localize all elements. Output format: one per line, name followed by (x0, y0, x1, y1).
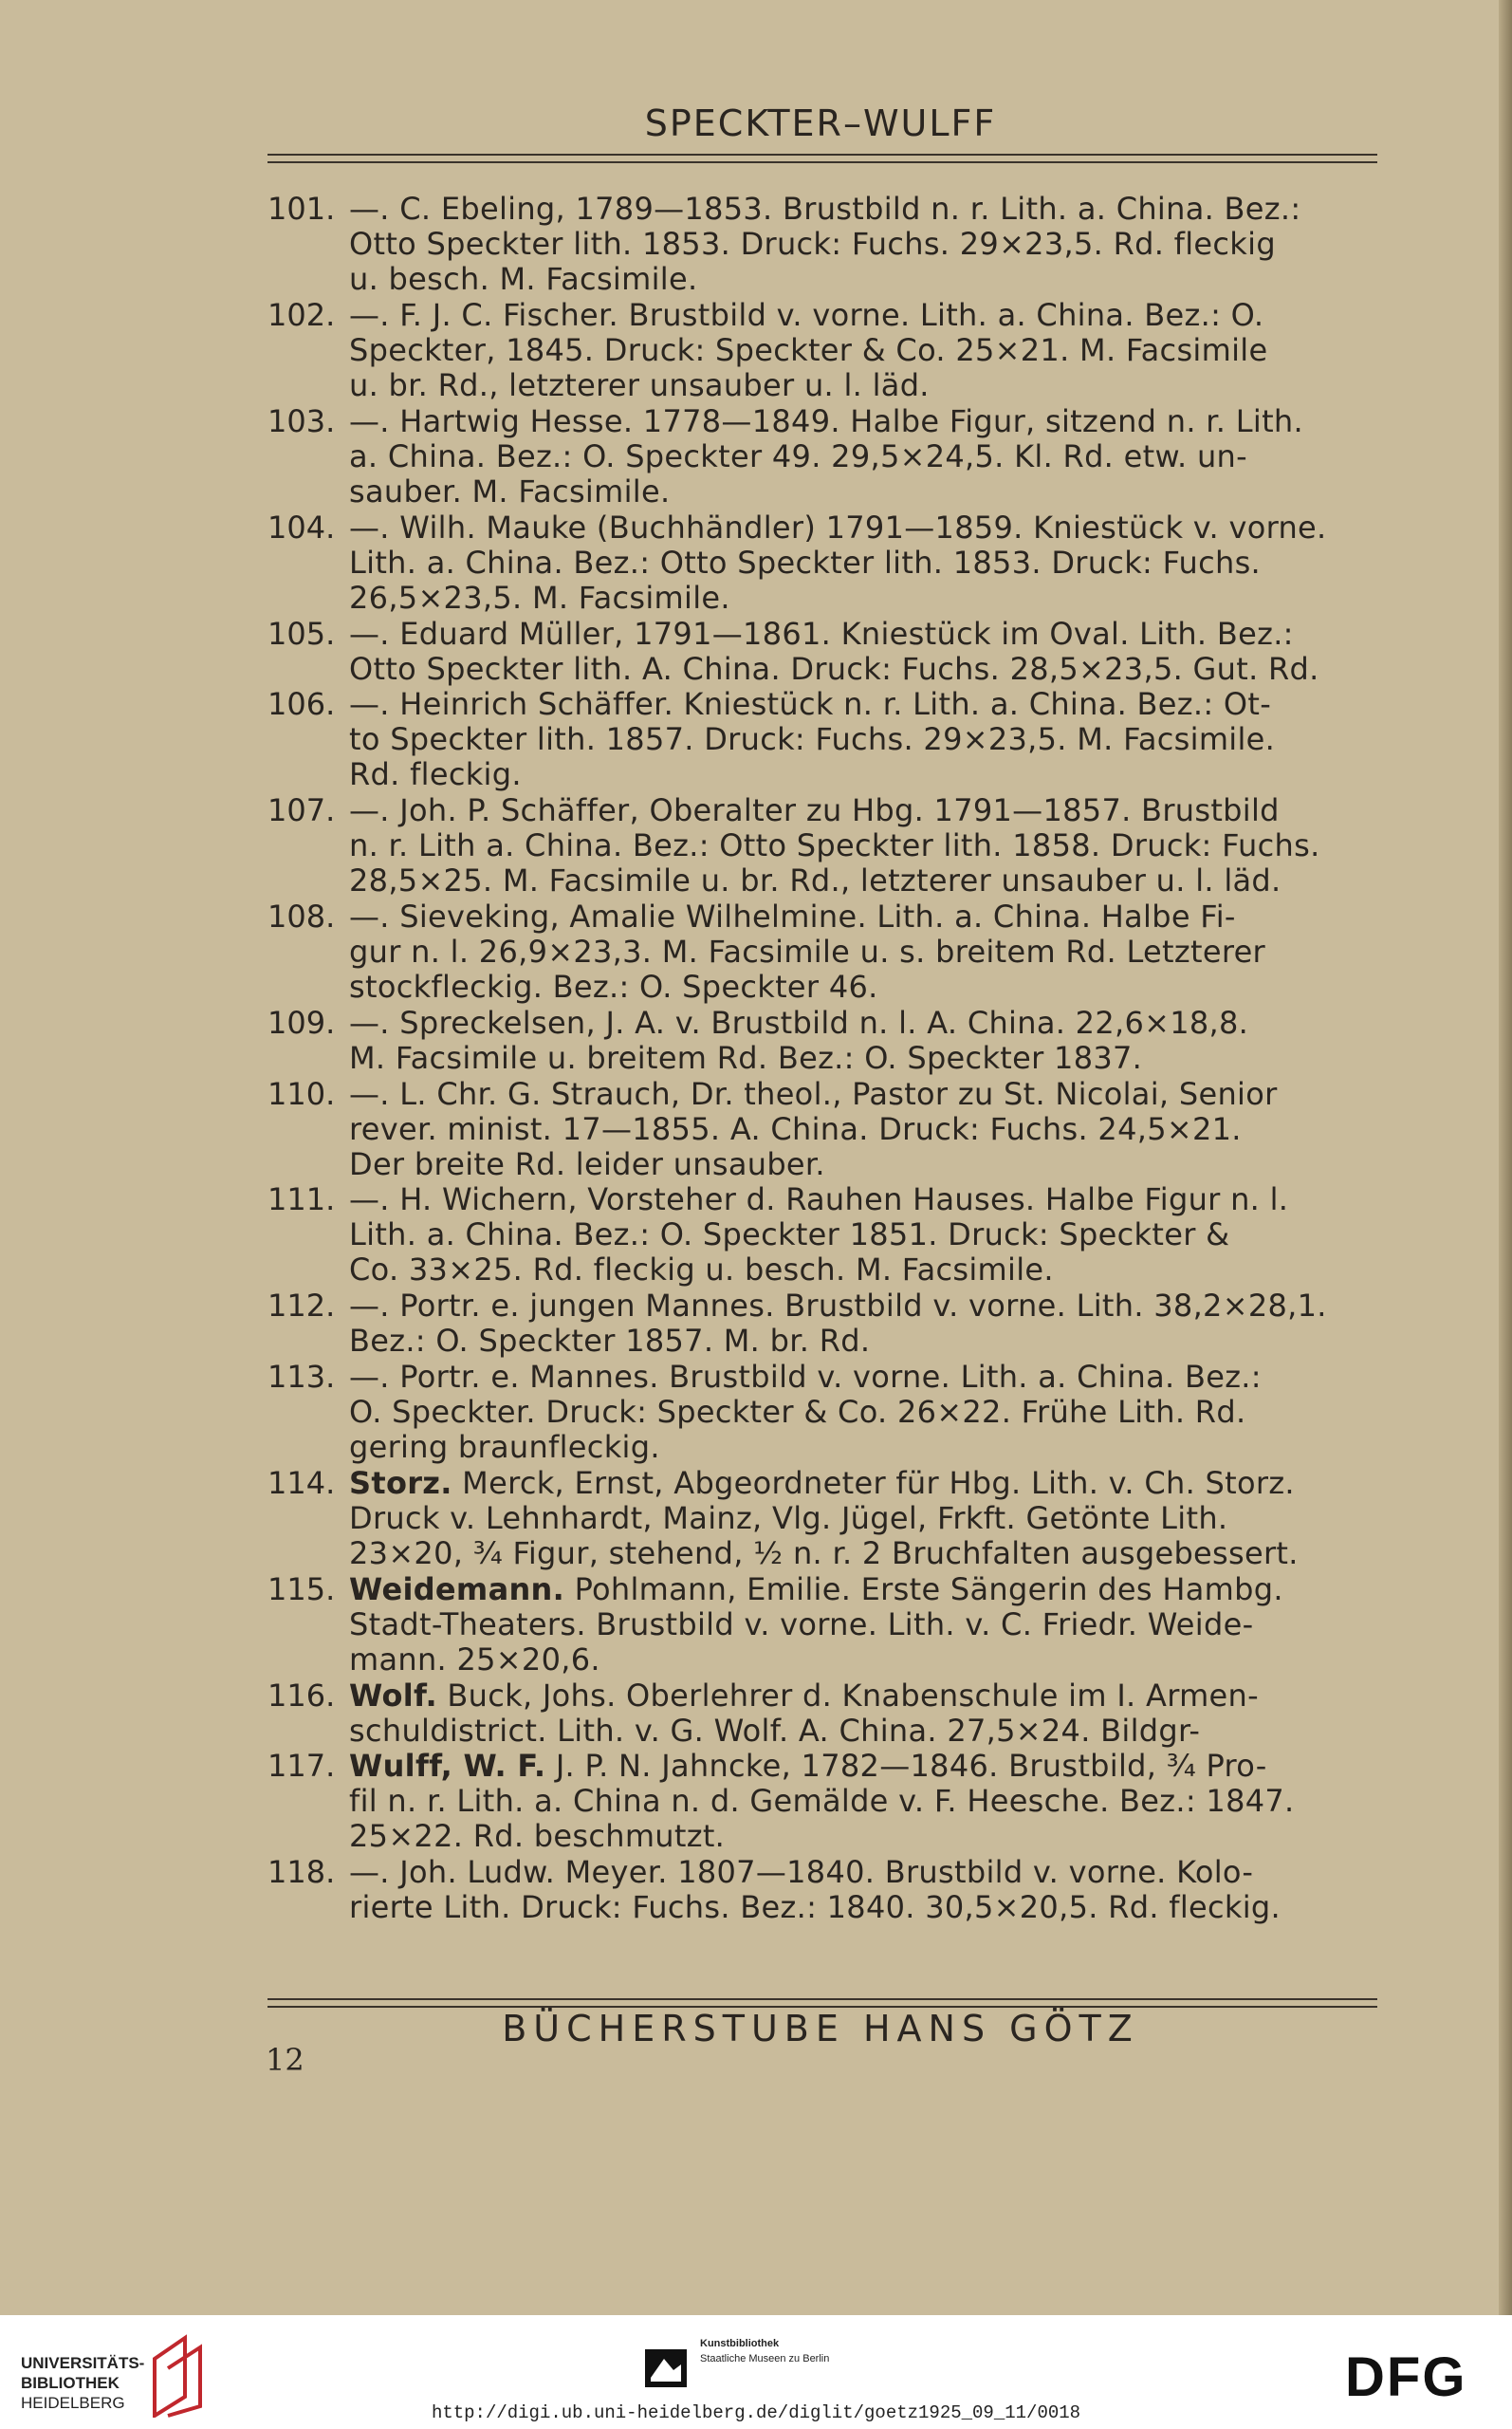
entry-line-text: stockfleckig. Bez.: O. Speckter 46. (349, 969, 878, 1005)
entry-number: 116. (267, 1677, 336, 1714)
entry-line (349, 227, 1383, 262)
entry-line (349, 1855, 1383, 1890)
entry-line-text: rever. minist. 17—1855. A. China. Druck: Fuchs. 24,5×21. (349, 1110, 1242, 1147)
page-edge (1499, 0, 1512, 2315)
entry-number: 104. (267, 509, 336, 546)
entry-line (349, 935, 1383, 970)
entry-number: 106. (267, 686, 336, 723)
entry-line-text: Co. 33×25. Rd. fleckig u. besch. M. Facsimile. (349, 1252, 1054, 1289)
entry-line (349, 793, 1383, 828)
entry-line (349, 899, 1383, 935)
kunstbibliothek-logo[interactable] (700, 2336, 829, 2366)
entry-text (349, 793, 1383, 899)
entry-line-text: —. H. Wichern, Vorsteher d. Rauhen Hauses. Halbe Figur n. l. (349, 1181, 1289, 1218)
entry-line-text: J. P. N. Jahncke, 1782—1846. Brustbild, ¾ Pro- (545, 1748, 1267, 1785)
entry-line (349, 617, 1383, 652)
footer-title: BÜCHERSTUBE HANS GÖTZ (502, 2008, 1139, 2049)
entry-line-text: 26,5×23,5. M. Facsimile. (349, 579, 730, 616)
entry-text (349, 1678, 1383, 1749)
entry-line (349, 863, 1383, 899)
artist-name: Storz. (349, 1464, 452, 1501)
entry-line-text: 28,5×25. M. Facsimile u. br. Rd., letzterer unsauber u. l. läd. (349, 862, 1282, 899)
entry-line-text: —. Heinrich Schäffer. Kniestück n. r. Lith. a. China. Bez.: Ot- (349, 686, 1272, 723)
entry-line (349, 687, 1383, 722)
kunstbibliothek-emblem-icon (645, 2349, 687, 2387)
entry-line-text: —. Wilh. Mauke (Buchhändler) 1791—1859. Kniestück v. vorne. (349, 509, 1327, 546)
entry-number: 117. (267, 1748, 336, 1785)
entry-line (349, 1890, 1383, 1925)
entry-line (349, 1041, 1383, 1076)
entry-line-text: mann. 25×20,6. (349, 1641, 600, 1678)
entry-line (349, 1572, 1383, 1607)
entry-line-text: Bez.: O. Speckter 1857. M. br. Rd. (349, 1323, 871, 1360)
entry-line-text: Otto Speckter lith. 1853. Druck: Fuchs. 29×23,5. Rd. fleckig (349, 226, 1276, 262)
entry-text (349, 1077, 1383, 1182)
entry-text (349, 687, 1383, 792)
entry-number: 109. (267, 1004, 336, 1041)
entry-line (349, 1252, 1383, 1288)
entry-line-text: Merck, Ernst, Abgeordneter für Hbg. Lith. v. Ch. Storz. (452, 1464, 1295, 1501)
entry-line (349, 298, 1383, 333)
entry-line-text: —. L. Chr. G. Strauch, Dr. theol., Pastor zu St. Nicolai, Senior (349, 1075, 1278, 1112)
entry-line (349, 333, 1383, 368)
entry-line (349, 1678, 1383, 1714)
entry-line (349, 368, 1383, 403)
entry-line-text: —. Hartwig Hesse. 1778—1849. Halbe Figur, sitzend n. r. Lith. (349, 402, 1303, 439)
entry-text (349, 1572, 1383, 1678)
entry-number: 103. (267, 402, 336, 439)
entry-line (349, 1536, 1383, 1571)
artist-name: Weidemann. (349, 1570, 565, 1607)
entry-line (349, 1642, 1383, 1678)
entry-text (349, 404, 1383, 510)
library-logo-line: HEIDELBERG (21, 2394, 125, 2412)
entry-text (349, 899, 1383, 1005)
artist-name: Wolf. (349, 1677, 437, 1714)
entry-line-text: Druck v. Lehnhardt, Mainz, Vlg. Jügel, Frkft. Getönte Lith. (349, 1499, 1228, 1536)
entry-line (349, 1360, 1383, 1395)
entry-line (349, 1501, 1383, 1536)
entry-line (349, 581, 1383, 616)
entry-line (349, 1324, 1383, 1359)
entry-text (349, 1749, 1383, 1854)
entry-number: 111. (267, 1181, 336, 1218)
entry-text (349, 1466, 1383, 1571)
page-number: 12 (266, 2042, 304, 2078)
entry-line-text: —. F. J. C. Fischer. Brustbild v. vorne. Lith. a. China. Bez.: O. (349, 296, 1264, 333)
entry-line (349, 474, 1383, 510)
entry-line (349, 757, 1383, 792)
entry-line-text: —. Sieveking, Amalie Wilhelmine. Lith. a. China. Halbe Fi- (349, 899, 1236, 935)
entry-line-text: fil n. r. Lith. a. China n. d. Gemälde v. F. Heesche. Bez.: 1847. (349, 1783, 1295, 1820)
entry-line-text: gering braunfleckig. (349, 1428, 660, 1465)
entry-text (349, 1360, 1383, 1465)
entry-number: 115. (267, 1570, 336, 1607)
entry-line (349, 1147, 1383, 1182)
entry-line-text: Der breite Rd. leider unsauber. (349, 1145, 825, 1182)
entry-line-text: Otto Speckter lith. A. China. Druck: Fuchs. 28,5×23,5. Gut. Rd. (349, 650, 1319, 687)
entry-line-text: n. r. Lith a. China. Bez.: Otto Speckter lith. 1858. Druck: Fuchs. (349, 827, 1320, 864)
entry-line (349, 439, 1383, 474)
entry-line-text: rierte Lith. Druck: Fuchs. Bez.: 1840. 30,5×20,5. Rd. fleckig. (349, 1889, 1282, 1926)
entry-line-text: sauber. M. Facsimile. (349, 473, 671, 510)
entry-line-text: Speckter, 1845. Druck: Speckter & Co. 25×21. M. Facsimile (349, 331, 1268, 368)
entry-line (349, 970, 1383, 1005)
entry-text (349, 510, 1383, 616)
entry-line (349, 1819, 1383, 1854)
entry-line-text: Buck, Johs. Oberlehrer d. Knabenschule im I. Armen- (436, 1677, 1259, 1714)
entry-line-text: —. Spreckelsen, J. A. v. Brustbild n. l. A. China. 22,6×18,8. (349, 1004, 1249, 1041)
entry-text (349, 1182, 1383, 1288)
kb-logo-line: Staatliche Museen zu Berlin (700, 2353, 830, 2364)
entry-line-text: Stadt-Theaters. Brustbild v. vorne. Lith. v. C. Friedr. Weide- (349, 1605, 1254, 1642)
entry-line-text: schuldistrict. Lith. v. G. Wolf. A. China. 27,5×24. Bildgr- (349, 1712, 1201, 1749)
entry-line (349, 1395, 1383, 1430)
entry-line-text: —. Joh. P. Schäffer, Oberalter zu Hbg. 1791—1857. Brustbild (349, 792, 1280, 829)
entry-line-text: M. Facsimile u. breitem Rd. Bez.: O. Speckter 1837. (349, 1039, 1143, 1076)
entry-line-text: O. Speckter. Druck: Speckter & Co. 26×22. Frühe Lith. Rd. (349, 1393, 1246, 1430)
entry-line-text: 25×22. Rd. beschmutzt. (349, 1818, 726, 1855)
permalink-url[interactable]: http://digi.ub.uni-heidelberg.de/diglit/goetz1925_09_11/0018 (431, 2402, 1081, 2423)
entry-line-text: —. Eduard Müller, 1791—1861. Kniestück im Oval. Lith. Bez.: (349, 615, 1294, 652)
entry-line (349, 404, 1383, 439)
header-rule (267, 154, 1377, 163)
entry-line-text: Rd. fleckig. (349, 756, 522, 793)
entry-line (349, 652, 1383, 687)
entry-line (349, 1077, 1383, 1112)
entry-line (349, 1430, 1383, 1465)
entry-line (349, 192, 1383, 227)
entry-number: 112. (267, 1288, 336, 1325)
entry-line (349, 1217, 1383, 1252)
entry-text (349, 1289, 1383, 1359)
entry-line (349, 1006, 1383, 1041)
entry-number: 105. (267, 615, 336, 652)
entry-text (349, 1006, 1383, 1076)
entry-line (349, 546, 1383, 581)
entry-number: 102. (267, 296, 336, 333)
entry-text (349, 617, 1383, 687)
library-logo-line: UNIVERSITÄTS- (21, 2354, 145, 2372)
entry-line-text: u. br. Rd., letzterer unsauber u. l. läd. (349, 366, 930, 403)
entry-line-text: Pohlmann, Emilie. Erste Sängerin des Hambg. (564, 1570, 1283, 1607)
entry-line-text: Lith. a. China. Bez.: O. Speckter 1851. Druck: Speckter & (349, 1216, 1230, 1253)
entry-line-text: —. Joh. Ludw. Meyer. 1807—1840. Brustbild v. vorne. Kolo- (349, 1854, 1254, 1891)
entry-line (349, 1607, 1383, 1642)
entry-text (349, 1855, 1383, 1925)
entry-number: 118. (267, 1854, 336, 1891)
entry-line (349, 1112, 1383, 1147)
library-logo-line: BIBLIOTHEK (21, 2374, 120, 2392)
kb-logo-line: Kunstbibliothek (700, 2338, 780, 2349)
artist-name: Wulff, W. F. (349, 1748, 546, 1785)
entry-line (349, 1749, 1383, 1784)
entry-line-text: 23×20, ¾ Figur, stehend, ½ n. r. 2 Bruchfalten ausgebessert. (349, 1534, 1299, 1571)
entry-text (349, 192, 1383, 297)
entry-number: 108. (267, 899, 336, 935)
dfg-logo[interactable]: DFG (1345, 2346, 1467, 2408)
entry-line-text: Lith. a. China. Bez.: Otto Speckter lith. 1853. Druck: Fuchs. (349, 544, 1262, 581)
entry-number: 107. (267, 792, 336, 829)
entry-line-text: a. China. Bez.: O. Speckter 49. 29,5×24,5. Kl. Rd. etw. un- (349, 437, 1247, 474)
entry-line (349, 1466, 1383, 1501)
entry-line (349, 262, 1383, 297)
entry-number: 113. (267, 1358, 336, 1395)
entry-line (349, 510, 1383, 546)
entry-number: 101. (267, 191, 336, 227)
entry-line (349, 1714, 1383, 1749)
entry-line (349, 722, 1383, 757)
footer-rule (267, 1998, 1377, 2008)
entry-line (349, 1784, 1383, 1819)
entry-line-text: gur n. l. 26,9×23,3. M. Facsimile u. s. breitem Rd. Letzterer (349, 934, 1266, 970)
entry-text (349, 298, 1383, 403)
running-head: SPECKTER–WULFF (644, 102, 997, 144)
entry-line-text: —. C. Ebeling, 1789—1853. Brustbild n. r. Lith. a. China. Bez.: (349, 191, 1301, 227)
entry-line-text: to Speckter lith. 1857. Druck: Fuchs. 29×23,5. M. Facsimile. (349, 721, 1276, 758)
entry-line (349, 1182, 1383, 1217)
entry-number: 114. (267, 1464, 336, 1501)
entry-line (349, 1289, 1383, 1324)
entry-line-text: —. Portr. e. Mannes. Brustbild v. vorne. Lith. a. China. Bez.: (349, 1358, 1262, 1395)
entry-line-text: u. besch. M. Facsimile. (349, 261, 698, 297)
entry-line (349, 828, 1383, 863)
entry-line-text: —. Portr. e. jungen Mannes. Brustbild v. vorne. Lith. 38,2×28,1. (349, 1288, 1327, 1325)
entry-number: 110. (267, 1075, 336, 1112)
